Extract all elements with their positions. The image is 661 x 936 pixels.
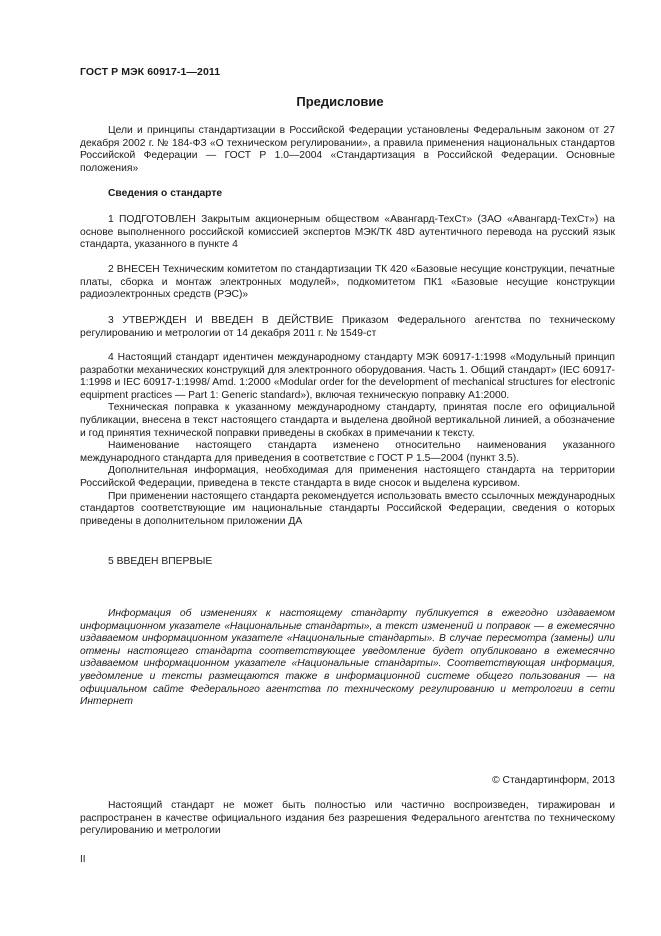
intro-paragraph: Цели и принципы стандартизации в Российской Федерации установлены Федеральным законом от 27 декабря 2002 г. № 184-ФЗ «О техническом регулировании», а правила применения национальных стандартов Российской Федерации — ГОСТ Р 1.0—2004 «Стандартизация в Российской Федерации. Основные положения» <box>80 125 615 174</box>
page-number: II <box>80 854 86 865</box>
copyright-line: © Стандартинформ, 2013 <box>492 775 615 786</box>
item-4-paragraph-4: Дополнительная информация, необходимая для применения настоящего стандарта на территории Российской Федерации, приведена в тексте стандарта в виде сносок и выделена курсивом. <box>80 465 615 489</box>
reproduction-notice-section <box>80 800 615 838</box>
item-1-section <box>80 214 615 252</box>
item-3-section <box>80 315 615 340</box>
intro-section <box>80 125 615 175</box>
item-2-section <box>80 264 615 302</box>
notice-paragraph: Информация об изменениях к настоящему стандарту публикуется в ежегодно издаваемом информационном указателе «Национальные стандарты», а текст изменений и поправок — в ежемесячно издаваемом информационном указателе «Национальные стандарты». В случае пересмотра (замены) или отмены настоящего стандарта соответствующее уведомление будет опубликовано в ежемесячно издаваемом информационном указателе «Национальные стандарты». Соответствующая информация, уведомление и тексты размещаются также в информационной системе общего пользования — на официальном сайте Федерального агентства по техническому регулированию и метрологии в сети Интернет <box>80 608 615 708</box>
reproduction-notice-paragraph: Настоящий стандарт не может быть полностью или частично воспроизведен, тиражирован и распространен в качестве официального издания без разрешения Федерального агентства по техническому регулированию и метрологии <box>80 800 615 837</box>
standard-id-header: ГОСТ Р МЭК 60917-1—2011 <box>80 66 221 78</box>
standard-info-heading-section <box>80 188 615 201</box>
item-4-section <box>80 352 615 528</box>
notice-section <box>80 608 615 709</box>
item-2-paragraph: 2 ВНЕСЕН Техническим комитетом по стандартизации ТК 420 «Базовые несущие конструкции, печатные платы, сборка и монтаж электронных модулей», подкомитетом ПК1 «Базовые несущие конструкции радиоэлектронных средств (РЭС)» <box>80 264 615 301</box>
page-title: Предисловие <box>296 94 384 109</box>
item-1-paragraph: 1 ПОДГОТОВЛЕН Закрытым акционерным обществом «Авангард-ТехСт» (ЗАО «Авангард-ТехСт») на основе выполненного российской комиссией экспертов МЭК/ТК 48D аутентичного перевода на русский язык стандарта, указанного в пункте 4 <box>80 214 615 251</box>
section-heading: Сведения о стандарте <box>108 188 223 199</box>
item-4-paragraph-2: Техническая поправка к указанному международному стандарту, принятая после его официальной публикации, внесена в текст настоящего стандарта и выделена двойной вертикальной линией, а обозначение и год принятия технической поправки приведены в скобках в примечании к тексту. <box>80 402 615 439</box>
item-3-paragraph: 3 УТВЕРЖДЕН И ВВЕДЕН В ДЕЙСТВИЕ Приказом Федерального агентства по техническому регулированию и метрологии от 14 декабря 2011 г. № 1549-ст <box>80 315 615 339</box>
item-5-paragraph: 5 ВВЕДЕН ВПЕРВЫЕ <box>108 556 213 567</box>
item-4-paragraph-3: Наименование настоящего стандарта изменено относительно наименования указанного международного стандарта для приведения в соответствие с ГОСТ Р 1.5—2004 (пункт 3.5). <box>80 440 615 464</box>
item-5-section <box>80 556 615 569</box>
item-4-paragraph-5: При применении настоящего стандарта рекомендуется использовать вместо ссылочных международных стандартов соответствующие им национальные стандарты Российской Федерации, сведения о которых приведены в дополнительном приложении ДА <box>80 490 615 527</box>
item-4-paragraph-1: 4 Настоящий стандарт идентичен международному стандарту МЭК 60917-1:1998 «Модульный принцип разработки механических конструкций для электронного оборудования. Часть 1. Общий стандарт» (IEC 60917-1:1998 и IEC 60917-1:1998/ Amd. 1:2000 «Modular order for the development of mechanical structures for electronic equipment practices — Part 1: Generic standard»), включая техническую поправку А1:2000. <box>80 352 615 401</box>
